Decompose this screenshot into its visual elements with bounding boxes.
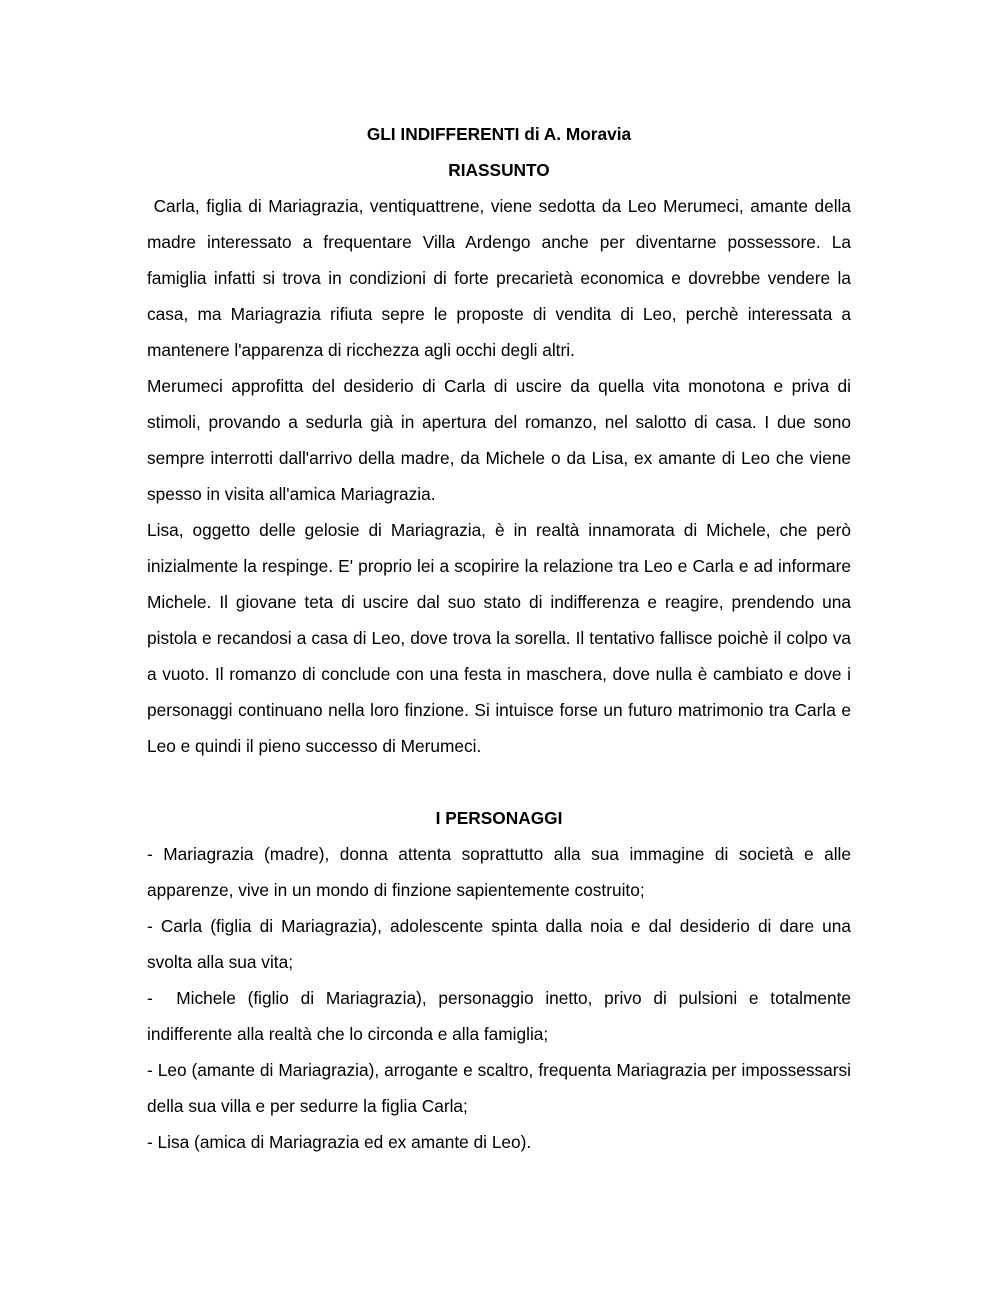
summary-paragraph-1: Carla, figlia di Mariagrazia, ventiquattrene, viene sedotta da Leo Merumeci, amante della madre interessato a frequentare Villa Ardengo anche per diventarne possessore. La famiglia infatti si trova in condizioni di forte precarietà economica e dovrebbe vendere la casa, ma Mariagrazia rifiuta sepre le proposte di vendita di Leo, perchè interessata a mantenere l'apparenza di ricchezza agli occhi degli altri. [147, 196, 856, 360]
character-item-michele: - Michele (figlio di Mariagrazia), personaggio inetto, privo di pulsioni e totalmente indifferente alla realtà che lo circonda e alla famiglia; [147, 988, 856, 1044]
section-spacer [147, 764, 851, 800]
summary-paragraph-3: Lisa, oggetto delle gelosie di Mariagrazia, è in realtà innamorata di Michele, che però inizialmente la respinge. E' proprio lei a scopirire la relazione tra Leo e Carla e ad informare Michele. Il giovane teta di uscire dal suo stato di indifferenza e reagire, prendendo una pistola e recandosi a casa di Leo, dove trova la sorella. Il tentativo fallisce poichè il colpo va a vuoto. Il romanzo di conclude con una festa in maschera, dove nulla è cambiato e dove i personaggi continuano nella loro finzione. Si intuisce forse un futuro matrimonio tra Carla e Leo e quindi il pieno successo di Merumeci. [147, 520, 851, 756]
document-body [147, 116, 856, 1160]
summary-heading: RIASSUNTO [448, 160, 550, 180]
character-item-leo: - Leo (amante di Mariagrazia), arrogante e scaltro, frequenta Mariagrazia per impossessarsi della sua villa e per sedurre la figlia Carla; [147, 1060, 851, 1116]
character-item-carla: - Carla (figlia di Mariagrazia), adolescente spinta dalla noia e dal desiderio di dare una svolta alla sua vita; [147, 916, 851, 972]
characters-heading: I PERSONAGGI [435, 808, 563, 828]
summary-paragraph-2: Merumeci approfitta del desiderio di Carla di uscire da quella vita monotona e priva di stimoli, provando a sedurla già in apertura del romanzo, nel salotto di casa. I due sono sempre interrotti dall'arrivo della madre, da Michele o da Lisa, ex amante di Leo che viene spesso in visita all'amica Mariagrazia. [147, 376, 851, 504]
character-item-mariagrazia: - Mariagrazia (madre), donna attenta soprattutto alla sua immagine di società e alle apparenze, vive in un mondo di finzione sapientemente costruito; [147, 844, 851, 900]
character-item-lisa: - Lisa (amica di Mariagrazia ed ex amante di Leo). [147, 1132, 532, 1152]
document-title: GLI INDIFFERENTI di A. Moravia [366, 124, 632, 144]
